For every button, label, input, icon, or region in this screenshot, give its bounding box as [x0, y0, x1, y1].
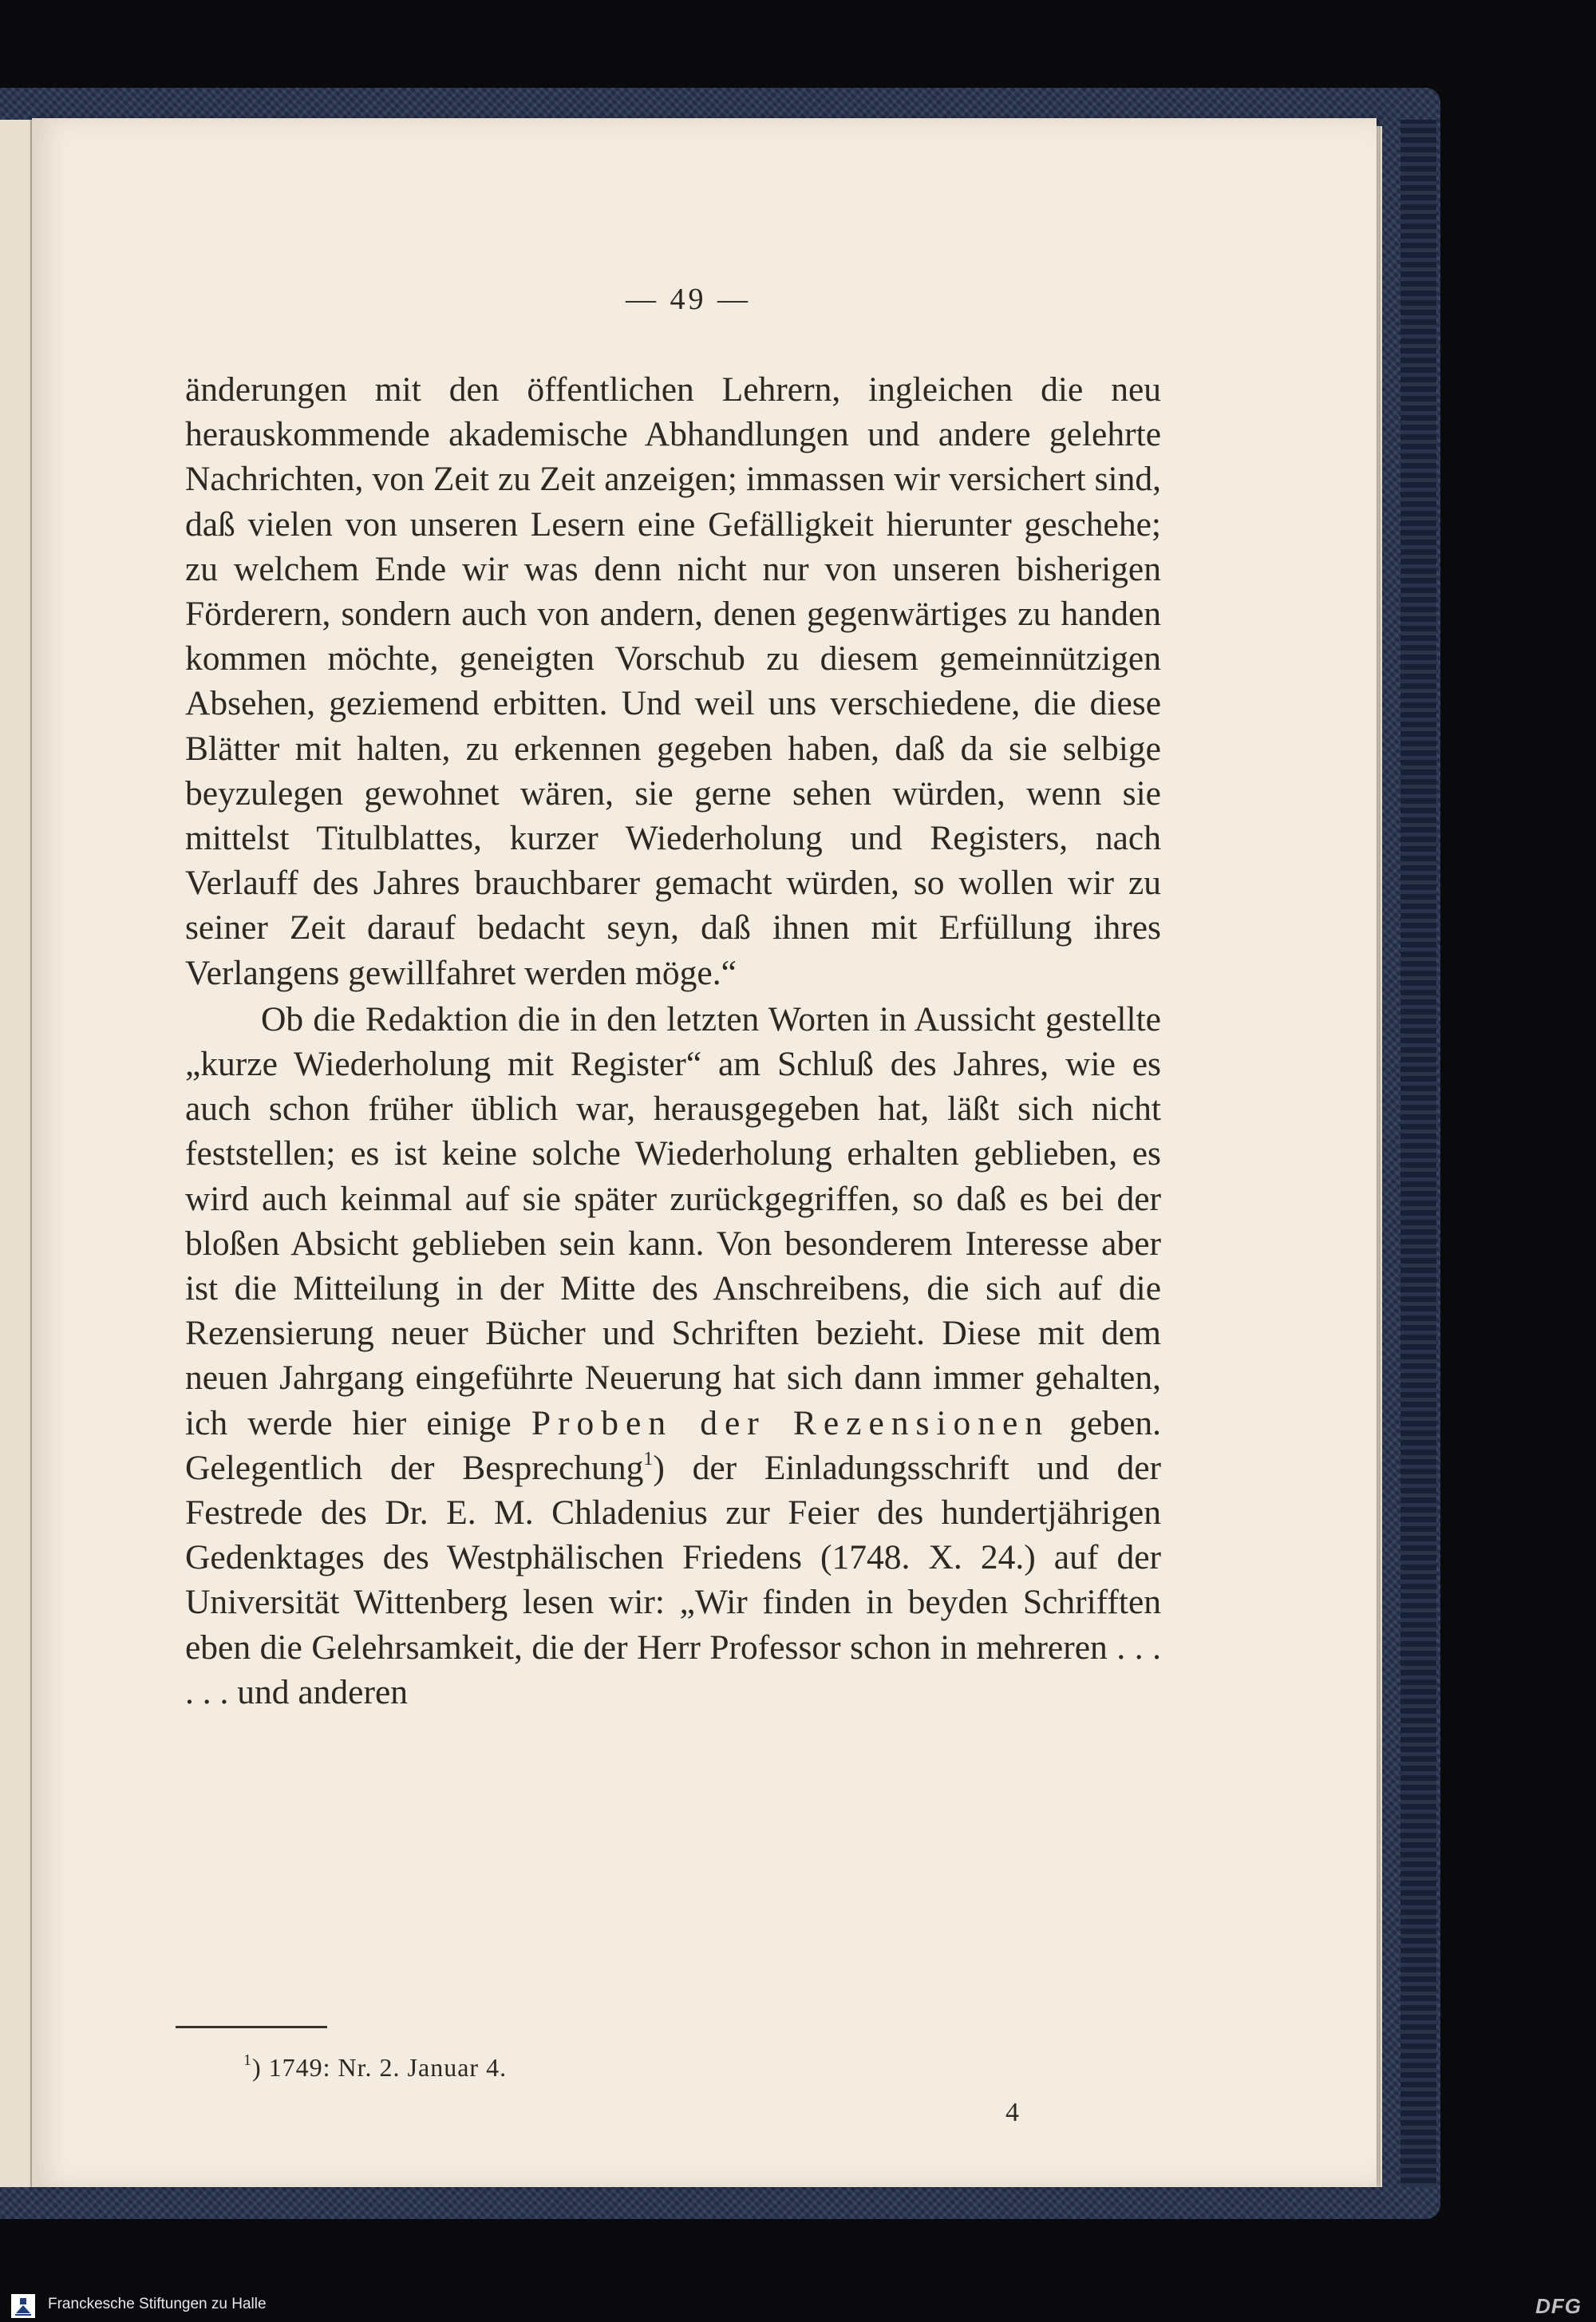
book-page [32, 118, 1377, 2187]
body-text [185, 367, 1161, 1715]
signature-mark: 4 [1005, 2098, 1019, 2127]
paragraph-2-part-2: geben. Gelegentlich der Besprechung [185, 1403, 1161, 1487]
spaced-emphasis: Proben der Rezensionen [531, 1403, 1050, 1442]
footnote-marker: 1 [243, 2051, 252, 2069]
left-page-edge [0, 120, 33, 2187]
institution-logo-icon [11, 2294, 35, 2318]
paragraph-2-part-3: ) der Einladungsschrift und der Festrede des Dr. E. M. Chladenius zur Feier des hundertjährigen Gedenktages des Westphälischen Friedens (1748. X. 24.) auf der Universität Wittenberg lesen wir: „Wir finden in beyden Schrifften eben die Gelehrsamkeit, die der Herr Professor schon in mehreren . . . . . . und anderen [185, 1448, 1161, 1711]
paragraph-2-part-1: Ob die Redaktion die in den letzten Worten in Aussicht gestellte „kurze Wiederholung mit Register“ am Schluß des Jahres, wie es auch schon früher üblich war, herausgegeben hat, läßt sich nicht feststellen; es ist keine solche Wiederholung erhalten geblieben, es wird auch keinmal auf sie später zurückgegriffen, so daß es bei der bloßen Absicht geblieben sein kann. Von besonderem Interesse aber ist die Mitteilung in der Mitte des Anschreibens, die sich auf die Rezensierung neuer Bücher und Schriften bezieht. Diese mit dem neuen Jahrgang eingeführte Neuerung hat sich dann immer gehalten, ich werde hier einige [185, 999, 1161, 1442]
institution-name[interactable]: Franckesche Stiftungen zu Halle [48, 2296, 267, 2312]
running-header: — 49 — [626, 283, 751, 316]
institution-bar [0, 2291, 1596, 2322]
footnote [243, 2053, 507, 2083]
paragraph-2 [185, 997, 1161, 1715]
dfg-logo[interactable]: DFG [1535, 2294, 1582, 2318]
paragraph-1: änderungen mit den öffentlichen Lehrern, ingleichen die neu herauskommende akademische Abhandlungen und andere gelehrte Nachrichten, von Zeit zu Zeit anzeigen; immassen wir versichert sind, daß vielen von unseren Lesern eine Gefälligkeit hierunter geschehe; zu welchem Ende wir was denn nicht nur von unseren bisherigen Förderern, sondern auch von andern, denen gegenwärtiges zu handen kommen möchte, geneigten Vorschub zu diesem gemeinnützigen Absehen, geziemend erbitten. Und weil uns verschiedene, die diese Blätter mit halten, zu erkennen gegeben haben, daß da sie selbige beyzulegen gewohnet wären, sie gerne sehen würden, wenn sie mittelst Titulblattes, kurzer Wiederholung und Registers, nach Verlauff des Jahres brauchbarer gemacht würden, so wollen wir zu seiner Zeit darauf bedacht seyn, daß ihnen mit Erfüllung ihres Verlangens gewillfahret werden möge.“ [185, 370, 1161, 992]
footnote-text: ) 1749: Nr. 2. Januar 4. [252, 2053, 508, 2082]
footnote-rule [176, 2026, 327, 2028]
footnote-reference[interactable]: 1 [643, 1448, 654, 1470]
cover-edge [1400, 120, 1436, 2187]
